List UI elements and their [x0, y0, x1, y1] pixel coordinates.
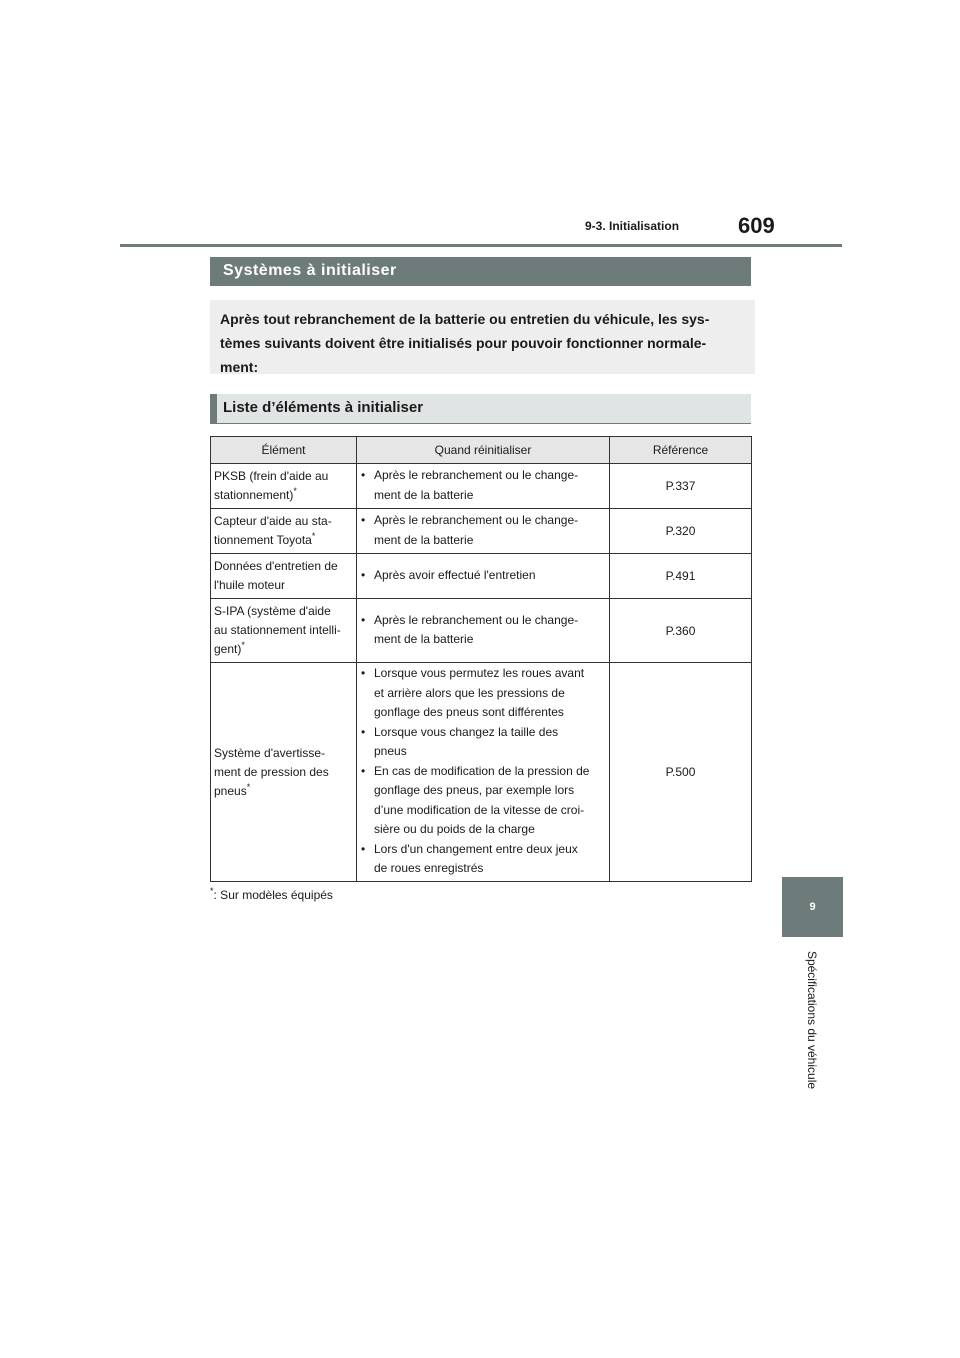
- item-line: [214, 576, 353, 595]
- item-cell: [211, 509, 357, 554]
- column-header-item: Élément: [211, 437, 357, 464]
- chapter-label: Spécifications du véhicule: [805, 950, 819, 1090]
- item-line: [214, 763, 353, 782]
- reference-cell: P.360: [610, 599, 752, 663]
- bullet-line: • Après le rebranchement ou le change-: [374, 513, 579, 527]
- intro-box: [210, 300, 755, 374]
- item-text: stationnement): [214, 488, 294, 502]
- bullet-line: ment de la batterie: [374, 487, 474, 502]
- chapter-tab: [782, 877, 843, 937]
- item-text: au stationnement intelli-: [214, 623, 341, 637]
- intro-line: Après tout rebranchement de la batterie ou entretien du véhicule, les sys-: [220, 311, 710, 327]
- bullet-line: • Après avoir effectué l'entretien: [374, 567, 536, 582]
- item-text: Données d'entretien de: [214, 559, 338, 573]
- item-line: [214, 531, 353, 550]
- bullet-item: [361, 762, 605, 840]
- bullet-item: [361, 466, 605, 505]
- item-text: l'huile moteur: [214, 578, 285, 592]
- bullet-line: de roues enregistrés: [374, 861, 484, 876]
- bullet-item: [361, 664, 605, 723]
- bullet-item: [361, 723, 605, 762]
- item-line: [214, 640, 353, 659]
- bullet-line: • Lorsque vous permutez les roues avant: [374, 666, 585, 681]
- column-header-when: Quand réinitialiser: [357, 437, 610, 464]
- item-text: tionnement Toyota: [214, 533, 312, 547]
- bullet-line: • Après le rebranchement ou le change-: [374, 468, 579, 482]
- footnote-text: : Sur modèles équipés: [213, 888, 333, 902]
- item-line: [214, 557, 353, 576]
- item-text: gent): [214, 642, 242, 656]
- footnote: [210, 888, 333, 902]
- bullet-list: [361, 466, 605, 505]
- bullet-line: • Après le rebranchement ou le change-: [374, 612, 579, 627]
- bullet-line: • Lorsque vous changez la taille des: [374, 724, 559, 739]
- item-line: [214, 486, 353, 505]
- initialization-table: [210, 436, 752, 882]
- bullet-item: [361, 511, 605, 550]
- bullet-line: ment de la batterie: [374, 632, 474, 646]
- item-text: PKSB (frein d'aide au: [214, 469, 329, 483]
- bullet-line: sière ou du poids de la charge: [374, 822, 535, 837]
- item-cell: [211, 554, 357, 599]
- footnote-mark: *: [241, 640, 245, 650]
- bullet-list: [361, 611, 605, 650]
- header-divider: [120, 244, 842, 247]
- bullet-line: gonflage des pneus sont différentes: [374, 705, 564, 720]
- table-row: [211, 663, 752, 882]
- bullet-item: [361, 566, 605, 586]
- bullet-line: pneus: [374, 744, 407, 759]
- item-text: ment de pression des: [214, 764, 329, 779]
- bullet-line: • En cas de modification de la pression de: [374, 763, 590, 778]
- section-header: 9-3. Initialisation: [585, 219, 680, 233]
- bullet-line: • Lors d'un changement entre deux jeux: [374, 841, 578, 856]
- section-title: Systèmes à initialiser: [210, 257, 751, 286]
- bullet-list: [361, 511, 605, 550]
- bullet-list: [361, 664, 605, 879]
- intro-line: tèmes suivants doivent être initialisés pour pouvoir fonctionner normale-: [220, 335, 707, 351]
- reference-cell: P.337: [610, 464, 752, 509]
- bullet-item: [361, 840, 605, 879]
- bullet-list: [361, 566, 605, 586]
- bullet-line: ment de la batterie: [374, 532, 474, 547]
- reference-cell: P.491: [610, 554, 752, 599]
- table-row: [211, 509, 752, 554]
- reference-cell: P.500: [610, 663, 752, 882]
- page-number: 609: [738, 213, 775, 238]
- footnote-mark: *: [246, 781, 251, 792]
- when-cell: [357, 554, 610, 599]
- table-row: [211, 554, 752, 599]
- chapter-number: 9: [809, 901, 816, 913]
- item-text: Système d'avertisse-: [214, 745, 325, 760]
- item-line: [214, 467, 353, 486]
- item-cell: [211, 464, 357, 509]
- intro-line: ment:: [220, 359, 259, 375]
- item-line: [214, 744, 353, 763]
- item-line: [214, 602, 353, 621]
- bullet-line: d’une modification de la vitesse de croi-: [374, 802, 585, 817]
- bullet-line: gonflage des pneus, par exemple lors: [374, 783, 575, 798]
- table-row: [211, 599, 752, 663]
- bullet-line: et arrière alors que les pressions de: [374, 685, 565, 700]
- bullet-item: [361, 611, 605, 650]
- when-cell: [357, 599, 610, 663]
- column-header-reference: Référence: [610, 437, 752, 464]
- when-cell: [357, 464, 610, 509]
- item-text: Capteur d'aide au sta-: [214, 514, 332, 528]
- item-text: S-IPA (système d'aide: [214, 604, 331, 618]
- item-line: [214, 782, 353, 801]
- item-line: [214, 621, 353, 640]
- item-text: pneus: [214, 783, 247, 798]
- footnote-mark: *: [210, 886, 214, 896]
- reference-cell: P.320: [610, 509, 752, 554]
- item-line: [214, 512, 353, 531]
- when-cell: [357, 509, 610, 554]
- table-row: [211, 464, 752, 509]
- table-header-row: [211, 437, 752, 464]
- footnote-mark: *: [293, 486, 297, 496]
- footnote-mark: *: [311, 531, 316, 541]
- item-cell: [211, 599, 357, 663]
- list-heading: Liste d’éléments à initialiser: [210, 394, 751, 424]
- item-cell: [211, 663, 357, 882]
- when-cell: [357, 663, 610, 882]
